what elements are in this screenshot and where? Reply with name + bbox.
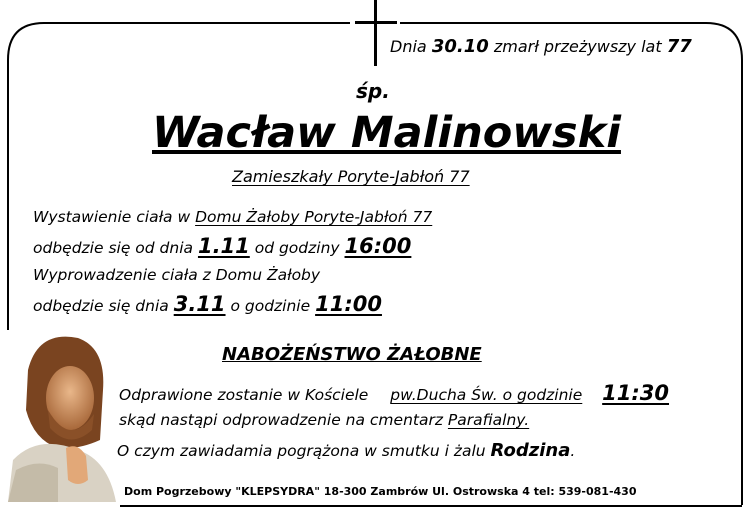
service-line-3 — [117, 440, 575, 461]
deceased-prefix: śp. — [356, 79, 390, 103]
viewing-line-2-mid: od godziny — [254, 239, 340, 257]
service-line-1-prefix: Odprawione zostanie w Kościele — [119, 386, 369, 404]
viewing-line-1 — [33, 208, 432, 226]
service-header: NABOŻEŃSTWO ŻAŁOBNE — [222, 344, 482, 365]
viewing-line-2 — [33, 234, 411, 258]
departure-date: 3.11 — [173, 292, 226, 316]
cross-icon — [355, 0, 397, 68]
viewing-line-4 — [33, 292, 382, 316]
footer-info: Dom Pogrzebowy "KLEPSYDRA" 18-300 Zambrów Ul. Ostrowska 4 tel: 539-081-430 — [124, 485, 637, 498]
viewing-line-1-prefix: Wystawienie ciała w — [33, 208, 191, 226]
service-line-2-prefix: skąd nastąpi odprowadzenie na cmentarz — [119, 411, 443, 429]
service-church: pw.Ducha Św. o godzinie — [390, 386, 583, 404]
viewing-line-3: Wyprowadzenie ciała z Domu Żałoby — [33, 266, 321, 284]
residence: Zamieszkały Poryte-Jabłoń 77 — [232, 167, 470, 186]
death-date: 30.10 — [431, 36, 489, 57]
viewing-time: 16:00 — [344, 234, 412, 258]
viewing-date: 1.11 — [197, 234, 250, 258]
death-line — [390, 36, 692, 57]
service-line-1 — [119, 381, 669, 405]
cemetery: Parafialny. — [447, 411, 530, 429]
viewing-place: Domu Żałoby Poryte-Jabłoń 77 — [195, 208, 433, 226]
deceased-name: Wacław Malinowski — [152, 108, 621, 158]
praying-christ-image — [8, 330, 116, 502]
viewing-line-4-mid: o godzinie — [230, 297, 311, 315]
age: 77 — [666, 36, 692, 57]
death-prefix: Dnia — [390, 37, 427, 56]
family: Rodzina — [490, 440, 571, 461]
service-line-3-prefix: O czym zawiadamia pogrążona w smutku i żalu — [117, 442, 486, 460]
service-line-2 — [119, 411, 529, 429]
death-mid: zmarł przeżywszy lat — [493, 37, 662, 56]
service-time: 11:30 — [602, 381, 670, 405]
viewing-line-4-prefix: odbędzie się dnia — [33, 297, 169, 315]
service-line-3-suffix: . — [570, 442, 576, 460]
viewing-line-2-prefix: odbędzie się od dnia — [33, 239, 194, 257]
departure-time: 11:00 — [315, 292, 382, 316]
